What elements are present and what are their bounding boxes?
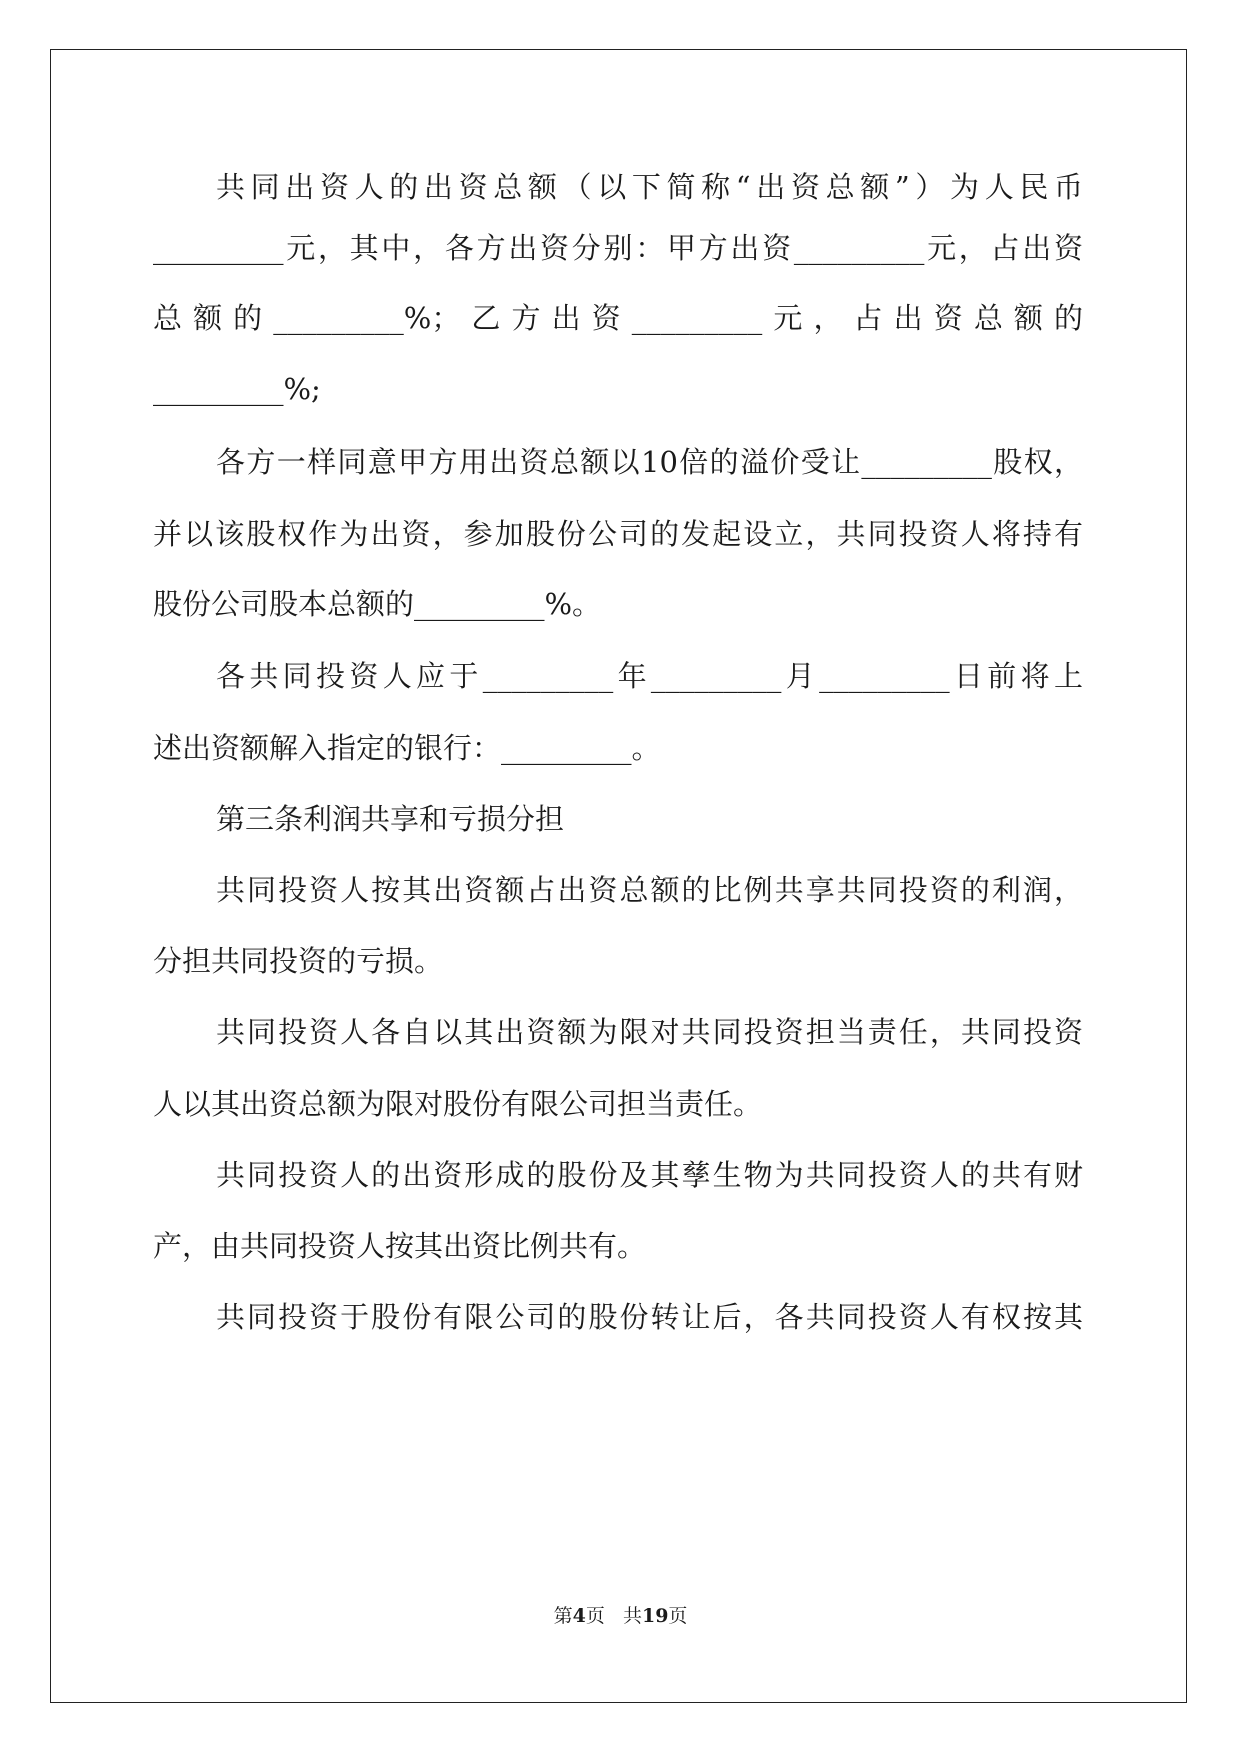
- page-prefix: 第: [553, 1605, 573, 1627]
- paragraph-line: 分担共同投资的亏损。: [153, 944, 444, 978]
- paragraph-line: 共同投资人各自以其出资额为限对共同投资担当责任，共同投资: [216, 1015, 1083, 1049]
- page-footer: [0, 1604, 1241, 1628]
- paragraph-line: 人以其出资总额为限对股份有限公司担当责任。: [153, 1087, 763, 1121]
- paragraph-line: 共同投资人按其出资额占出资总额的比例共享共同投资的利润，: [216, 873, 1083, 907]
- paragraph-line: 总额的_________%；乙方出资_________元，占出资总额的: [153, 301, 1083, 335]
- paragraph-line: 共同出资人的出资总额（以下简称“出资总额”）为人民币: [216, 170, 1083, 204]
- paragraph-line: 各方一样同意甲方用出资总额以10倍的溢价受让_________股权，: [216, 445, 1083, 479]
- paragraph-line: 述出资额解入指定的银行：_________。: [153, 731, 661, 765]
- paragraph-line: _________%;: [153, 372, 321, 406]
- page-suffix: 页: [585, 1605, 605, 1627]
- total-suffix: 页: [668, 1605, 688, 1627]
- total-prefix: 共: [622, 1605, 642, 1627]
- page-number: 4: [572, 1605, 586, 1627]
- paragraph-line: 共同投资人的出资形成的股份及其孳生物为共同投资人的共有财: [216, 1158, 1083, 1192]
- paragraph-line: _________元，其中，各方出资分别：甲方出资_________元，占出资: [153, 231, 1083, 265]
- paragraph-line: 产，由共同投资人按其出资比例共有。: [153, 1229, 647, 1263]
- total-pages: 19: [641, 1605, 669, 1627]
- section-heading: 第三条利润共享和亏损分担: [216, 802, 565, 836]
- paragraph-line: 共同投资于股份有限公司的股份转让后，各共同投资人有权按其: [216, 1300, 1083, 1334]
- paragraph-line: 股份公司股本总额的_________%。: [153, 587, 602, 621]
- paragraph-line: 并以该股权作为出资，参加股份公司的发起设立，共同投资人将持有: [153, 517, 1083, 551]
- paragraph-line: 各共同投资人应于_________年_________月_________日前将上: [216, 659, 1083, 693]
